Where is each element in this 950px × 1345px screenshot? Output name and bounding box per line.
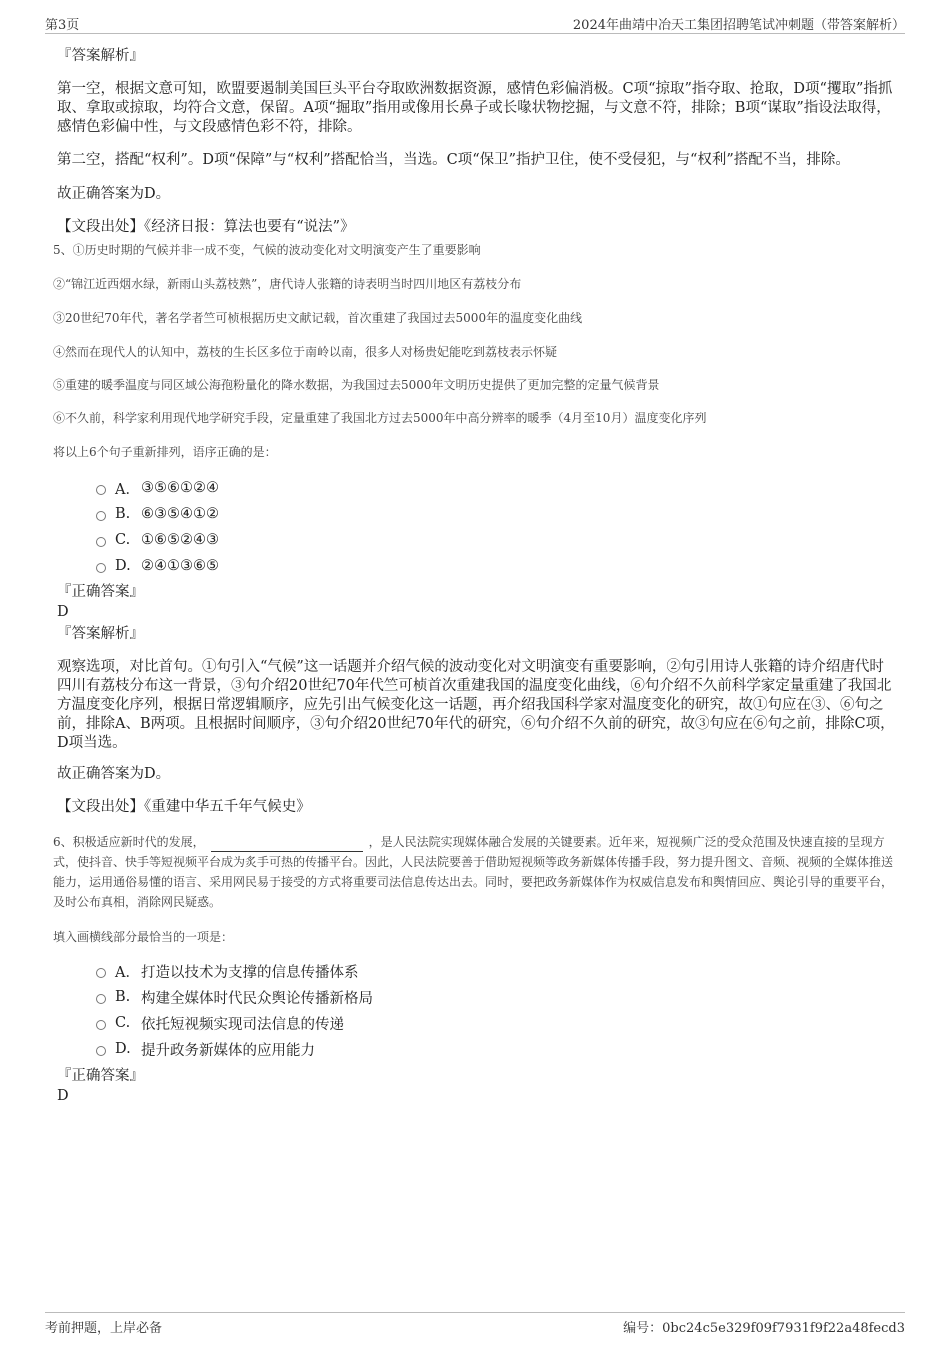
page-footer bbox=[45, 1312, 905, 1334]
radio-icon[interactable] bbox=[96, 563, 106, 573]
page-number: 第3页 bbox=[45, 18, 80, 33]
q5-option-c[interactable]: C. ①⑥⑤②④③ bbox=[96, 529, 219, 551]
analysis-label: 『答案解析』 bbox=[57, 48, 144, 64]
analysis-conclusion: 故正确答案为D。 bbox=[57, 186, 171, 202]
q5-sentence-1: 5、①历史时期的气候并非一成不变，气候的波动变化对文明演变产生了重要影响 bbox=[53, 243, 481, 257]
q6-prompt: 填入画横线部分最恰当的一项是： bbox=[53, 930, 234, 944]
footer-slogan: 考前押题，上岸必备 bbox=[45, 1321, 163, 1336]
analysis-paragraph-2: 第二空，搭配“权利”。D项“保障”与“权利”搭配恰当，当选。C项“保卫”指护卫住，使不受侵犯，与“权利”搭配不当，排除。 bbox=[57, 152, 850, 168]
q6-correct-answer: D bbox=[57, 1088, 69, 1104]
document-title: 2024年曲靖中冶天工集团招聘笔试冲刺题（带答案解析） bbox=[572, 18, 905, 33]
q5-option-b[interactable]: B. ⑥③⑤④①② bbox=[96, 503, 219, 525]
source-citation: 【文段出处】《经济日报：算法也要有“说法”》 bbox=[57, 219, 355, 235]
radio-icon[interactable] bbox=[96, 485, 106, 495]
q6-stem: 6、积极适应新时代的发展， ，是人民法院实现媒体融合发展的关键要素。近年来，短视频广泛的受众范围及快速直接的呈现方式，使抖音、快手等短视频平台成为炙手可热的传播平台。因此，人民法院要善于借助短视频等政务新媒体传播手段，努力提升图文、音频、视频的全媒体推送能力，运用通俗易懂的语言、采用网民易于接受的方式将重要司法信息传达出去。同时，要把政务新媒体作为权威信息发布和舆情回应、舆论引导的重要平台，及时公布真相，消除网民疑惑。 bbox=[53, 835, 894, 909]
q6-option-c[interactable]: C. 依托短视频实现司法信息的传递 bbox=[96, 1012, 344, 1034]
fill-blank bbox=[211, 838, 363, 852]
q5-sentence-3: ③20世纪70年代，著名学者竺可桢根据历史文献记载，首次重建了我国过去5000年的温度变化曲线 bbox=[53, 311, 583, 325]
analysis-paragraph-1: 第一空，根据文意可知，欧盟要遏制美国巨头平台夺取欧洲数据资源，感情色彩偏消极。C项“掠取”指夺取、抢取，D项“攫取”指抓取、拿取或掠取，均符合文意，保留。A项“掘取”指用或像用长鼻子或长喙状物挖掘，与文意不符，排除；B项“谋取”指设法取得，感情色彩偏中性，与文段感情色彩不符，排除。 bbox=[57, 81, 893, 135]
q5-sentence-2: ②“锦江近西烟水绿，新雨山头荔枝熟”，唐代诗人张籍的诗表明当时四川地区有荔枝分布 bbox=[53, 277, 522, 291]
q5-prompt: 将以上6个句子重新排列，语序正确的是： bbox=[53, 445, 277, 459]
q6-option-a[interactable]: A． 打造以技术为支撑的信息传播体系 bbox=[96, 960, 359, 982]
q5-source: 【文段出处】《重建中华五千年气候史》 bbox=[57, 799, 311, 815]
q5-analysis: 观察选项，对比首句。①句引入“气候”这一话题并介绍气候的波动变化对文明演变有重要影响，②句引用诗人张籍的诗介绍唐代时四川有荔枝分布这一背景，③句介绍20世纪70年代竺可桢首次重建我国的温度变化曲线，⑥句介绍不久前科学家定量重建了我国北方温度变化序列，根据日常逻辑顺序，应先引出气候变化这一话题，再介绍我国科学家对温度变化的研究，故①句应在③、⑥句之前，排除A、B两项。且根据时间顺序，③句介绍20世纪70年代的研究，⑥句介绍不久前的研究，故③句应在⑥句之前，排除C项，D项当选。 bbox=[57, 659, 895, 751]
radio-icon[interactable] bbox=[96, 537, 106, 547]
q5-correct-answer: D bbox=[57, 604, 69, 620]
q5-option-d[interactable]: D. ②④①③⑥⑤ bbox=[96, 555, 219, 577]
document-id: 编号：0bc24c5e329f09f7931f9f22a48fecd3 bbox=[623, 1321, 905, 1336]
q5-sentence-5: ⑤重建的暖季温度与同区域公海孢粉量化的降水数据，为我国过去5000年文明历史提供了更加完整的定量气候背景 bbox=[53, 378, 660, 392]
q6-correct-label: 『正确答案』 bbox=[57, 1068, 144, 1084]
q6-option-b[interactable]: B. 构建全媒体时代民众舆论传播新格局 bbox=[96, 986, 373, 1008]
radio-icon[interactable] bbox=[96, 994, 106, 1004]
q5-option-a[interactable]: A． ③⑤⑥①②④ bbox=[96, 477, 219, 499]
q5-sentence-6: ⑥不久前，科学家利用现代地学研究手段，定量重建了我国北方过去5000年中高分辨率的暖季（4月至10月）温度变化序列 bbox=[53, 411, 707, 425]
q5-correct-label: 『正确答案』 bbox=[57, 584, 144, 600]
radio-icon[interactable] bbox=[96, 511, 106, 521]
page-header bbox=[45, 14, 905, 34]
q5-sentence-4: ④然而在现代人的认知中，荔枝的生长区多位于南岭以南，很多人对杨贵妃能吃到荔枝表示怀疑 bbox=[53, 345, 558, 359]
q6-option-d[interactable]: D. 提升政务新媒体的应用能力 bbox=[96, 1038, 315, 1060]
q5-conclusion: 故正确答案为D。 bbox=[57, 766, 171, 782]
radio-icon[interactable] bbox=[96, 1046, 106, 1056]
q5-analysis-label: 『答案解析』 bbox=[57, 626, 144, 642]
radio-icon[interactable] bbox=[96, 1020, 106, 1030]
radio-icon[interactable] bbox=[96, 968, 106, 978]
